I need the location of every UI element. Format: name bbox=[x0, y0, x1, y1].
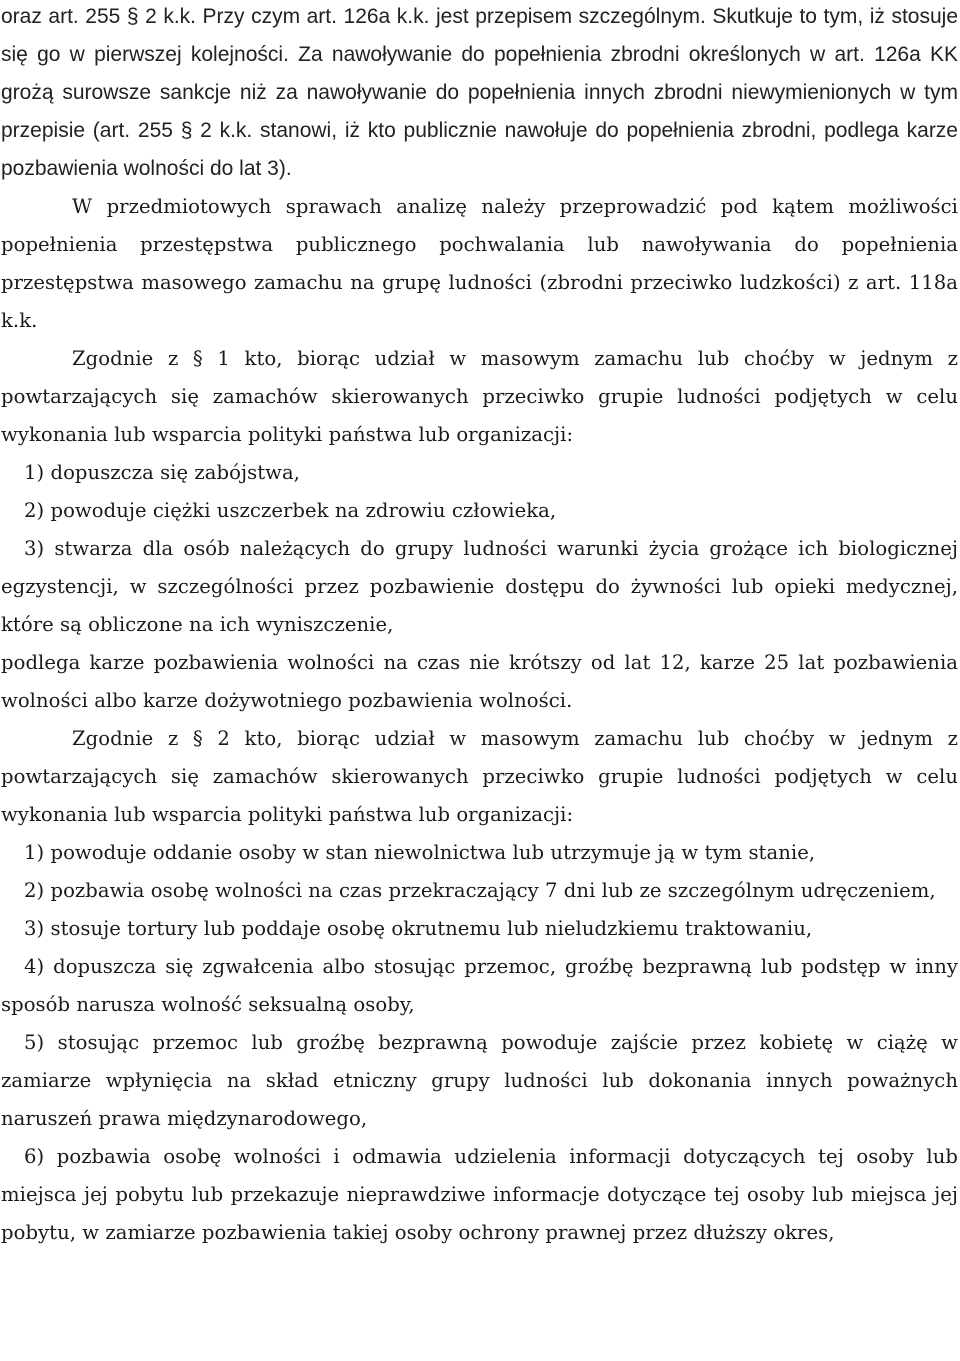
list-item-s2-3: 3) stosuje tortury lub poddaje osobę okrutnemu lub nieludzkiemu traktowaniu, bbox=[24, 917, 813, 940]
list-item-s2-1: 1) powoduje oddanie osoby w stan niewolnictwa lub utrzymuje ją w tym stanie, bbox=[24, 841, 816, 864]
paragraph-section-1-penalty: podlega karze pozbawienia wolności na czas nie krótszy od lat 12, karze 25 lat pozbawienia wolności albo karze dożywotniego pozbawienia wolności. bbox=[1, 651, 958, 712]
list-item-s1-2: 2) powoduje ciężki uszczerbek na zdrowiu człowieka, bbox=[24, 499, 557, 522]
list-item-s1-1: 1) dopuszcza się zabójstwa, bbox=[24, 461, 300, 484]
list-item-s2-5: 5) stosując przemoc lub groźbę bezprawną powoduje zajście przez kobietę w ciążę w zamiarze wpłynięcia na skład etniczny grupy ludności lub dokonania innych poważnych naruszeń prawa międzynarodowego, bbox=[1, 1031, 958, 1130]
intro-paragraph: oraz art. 255 § 2 k.k. Przy czym art. 126a k.k. jest przepisem szczególnym. Skutkuje to tym, iż stosuje się go w pierwszej kolejności. Za nawoływanie do popełnienia zbrodni określonych w art. 126a KK grożą surowsze sankcje niż za nawoływanie do popełnienia innych zbrodni niewymienionych w tym przepisie (art. 255 § 2 k.k. stanowi, iż kto publicznie nawołuje do popełnienia zbrodni, podlega karze pozbawienia wolności do lat 3). bbox=[1, 5, 958, 180]
list-item-s2-4: 4) dopuszcza się zgwałcenia albo stosując przemoc, groźbę bezprawną lub podstęp w inny sposób narusza wolność seksualną osoby, bbox=[1, 955, 958, 1016]
paragraph-analysis: W przedmiotowych sprawach analizę należy przeprowadzić pod kątem możliwości popełnienia przestępstwa publicznego pochwalania lub nawoływania do popełnienia przestępstwa masowego zamachu na grupę ludności (zbrodni przeciwko ludzkości) z art. 118a k.k. bbox=[1, 195, 958, 332]
list-item-s1-3: 3) stwarza dla osób należących do grupy ludności warunki życia grożące ich biologicznej egzystencji, w szczególności przez pozbawienie dostępu do żywności lub opieki medycznej, które są obliczone na ich wyniszczenie, bbox=[1, 537, 958, 636]
list-item-s2-2: 2) pozbawia osobę wolności na czas przekraczający 7 dni lub ze szczególnym udręczeniem, bbox=[24, 879, 936, 902]
paragraph-section-2-intro: Zgodnie z § 2 kto, biorąc udział w masowym zamachu lub choćby w jednym z powtarzających się zamachów skierowanych przeciwko grupie ludności podjętych w celu wykonania lub wsparcia polityki państwa lub organizacji: bbox=[1, 727, 958, 826]
list-item-s2-6: 6) pozbawia osobę wolności i odmawia udzielenia informacji dotyczących tej osoby lub miejsca jej pobytu lub przekazuje nieprawdziwe informacje dotyczące tej osoby lub miejsca jej pobytu, w zamiarze pozbawienia takiej osoby ochrony prawnej przez dłuższy okres, bbox=[1, 1145, 958, 1244]
paragraph-section-1-intro: Zgodnie z § 1 kto, biorąc udział w masowym zamachu lub choćby w jednym z powtarzających się zamachów skierowanych przeciwko grupie ludności podjętych w celu wykonania lub wsparcia polityki państwa lub organizacji: bbox=[1, 347, 958, 446]
